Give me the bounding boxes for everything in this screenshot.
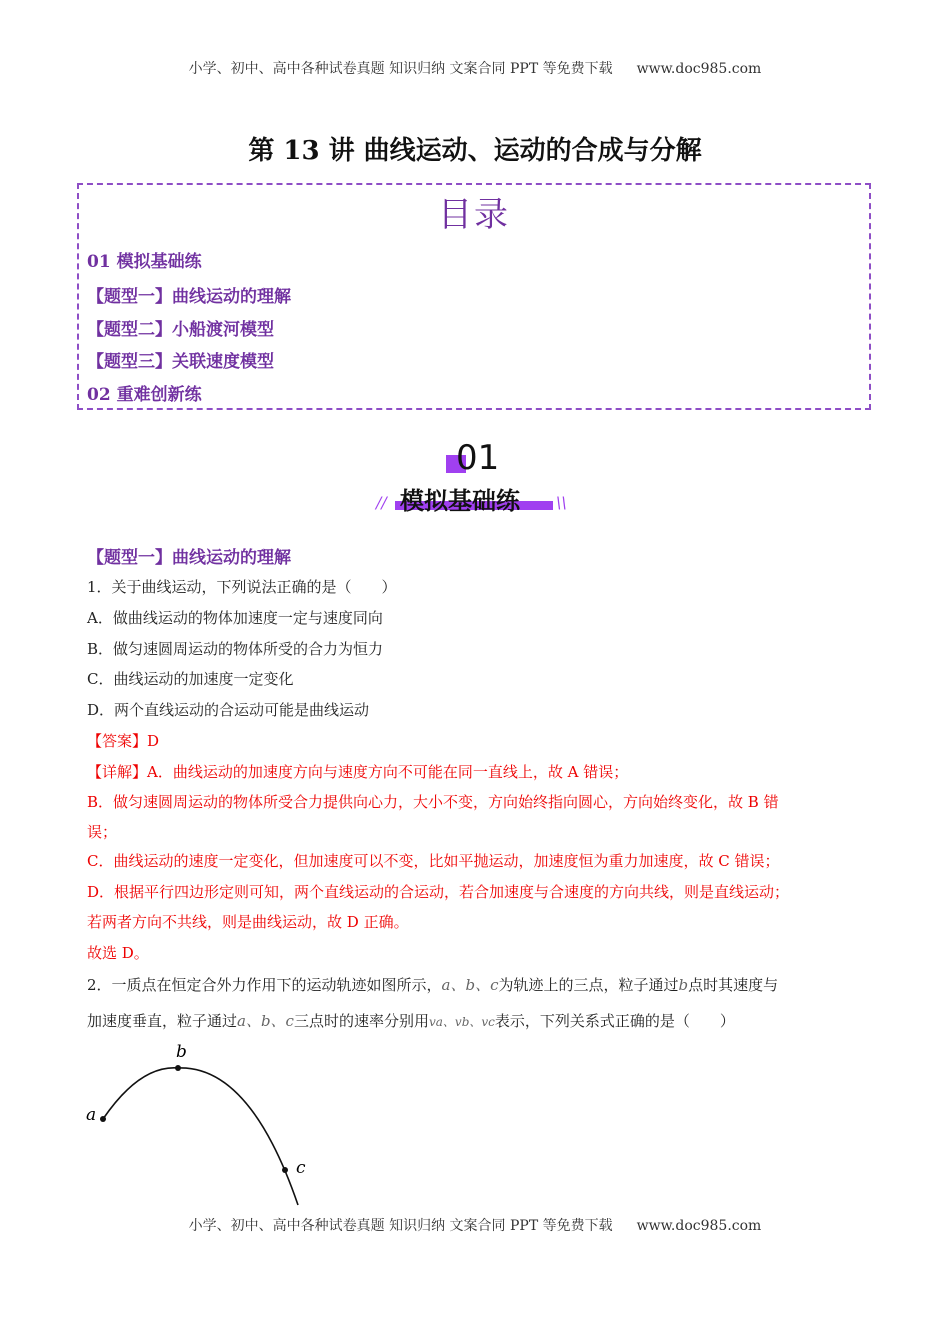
- toc-item[interactable]: 【题型三】关联速度模型: [87, 352, 274, 372]
- answer-label: 【答案】: [87, 732, 148, 750]
- detail-line: 误；: [87, 823, 118, 841]
- detail-line: 故选 D。: [87, 944, 149, 962]
- detail-label: 【详解】: [87, 763, 148, 781]
- point-a: [100, 1116, 106, 1122]
- page-header: [0, 58, 950, 78]
- toc-item[interactable]: 01 模拟基础练: [87, 252, 202, 272]
- label-b: b: [176, 1042, 187, 1062]
- section-heading: 【题型一】曲线运动的理解: [87, 548, 291, 568]
- page-title: 第 13 讲 曲线运动、运动的合成与分解: [248, 136, 702, 166]
- question-stem: 1．关于曲线运动，下列说法正确的是（ ）: [87, 578, 397, 596]
- text: 三点时的速率分别用: [293, 1012, 429, 1030]
- detail-line: 若两者方向不共线，则是曲线运动，故 D 正确。: [87, 913, 409, 931]
- trajectory-curve: [103, 1068, 298, 1205]
- toc-item[interactable]: 【题型一】曲线运动的理解: [87, 287, 291, 307]
- math-speeds: va、vb、vc: [428, 1015, 495, 1029]
- banner-label: 模拟基础练: [400, 487, 520, 515]
- detail-line: C．曲线运动的速度一定变化，但加速度可以不变，比如平抛运动，加速度恒为重力加速度，故 C 错误；: [87, 852, 780, 870]
- section-banner: [370, 438, 580, 518]
- slash-decoration: //: [376, 493, 387, 512]
- answer-value: D: [147, 732, 160, 750]
- question-2-line-2: [87, 1010, 735, 1031]
- text: 点时其速度与: [688, 976, 779, 994]
- header-url[interactable]: www.doc985.com: [636, 61, 762, 77]
- toc-item[interactable]: 02 重难创新练: [87, 385, 202, 405]
- banner-number: 01: [456, 438, 500, 478]
- answer: [87, 730, 159, 751]
- slash-decoration: \\: [556, 493, 567, 512]
- toc-item[interactable]: 【题型二】小船渡河模型: [87, 320, 274, 340]
- header-text: 小学、初中、高中各种试卷真题 知识归纳 文案合同 PPT 等免费下载: [188, 61, 613, 77]
- text: 为轨迹上的三点，粒子通过: [498, 976, 679, 994]
- math-points: a、b、c: [237, 1012, 294, 1030]
- detail-line: B．做匀速圆周运动的物体所受合力提供向心力，大小不变，方向始终指向圆心，方向始终变化，故 B 错: [87, 793, 779, 811]
- text: 表示，下列关系式正确的是（ ）: [494, 1012, 735, 1030]
- point-b: [175, 1065, 181, 1071]
- label-c: c: [296, 1158, 306, 1178]
- detail-line: D．根据平行四边形定则可知，两个直线运动的合运动，若合加速度与合速度的方向共线，则是直线运动；: [87, 883, 790, 901]
- table-of-contents: [77, 183, 871, 410]
- option-b: B．做匀速圆周运动的物体所受的合力为恒力: [87, 640, 384, 658]
- option-d: D．两个直线运动的合运动可能是曲线运动: [87, 701, 370, 719]
- footer-url[interactable]: www.doc985.com: [636, 1218, 762, 1234]
- math-point: b: [678, 976, 689, 994]
- point-c: [282, 1167, 288, 1173]
- toc-heading: 目录: [438, 195, 510, 235]
- option-a: A．做曲线运动的物体加速度一定与速度同向: [87, 609, 383, 627]
- footer-text: 小学、初中、高中各种试卷真题 知识归纳 文案合同 PPT 等免费下载: [188, 1218, 613, 1234]
- page-footer: [0, 1215, 950, 1235]
- math-points: a、b、c: [441, 976, 499, 994]
- detail-text: A．曲线运动的加速度方向与速度方向不可能在同一直线上，故 A 错误；: [147, 763, 629, 781]
- detail-line: [87, 761, 628, 782]
- label-a: a: [86, 1105, 97, 1125]
- trajectory-figure: [80, 1035, 320, 1210]
- text: 加速度垂直，粒子通过: [87, 1012, 238, 1030]
- text: 2．一质点在恒定合外力作用下的运动轨迹如图所示，: [87, 976, 442, 994]
- question-2-line-1: [87, 974, 778, 995]
- option-c: C．曲线运动的加速度一定变化: [87, 670, 294, 688]
